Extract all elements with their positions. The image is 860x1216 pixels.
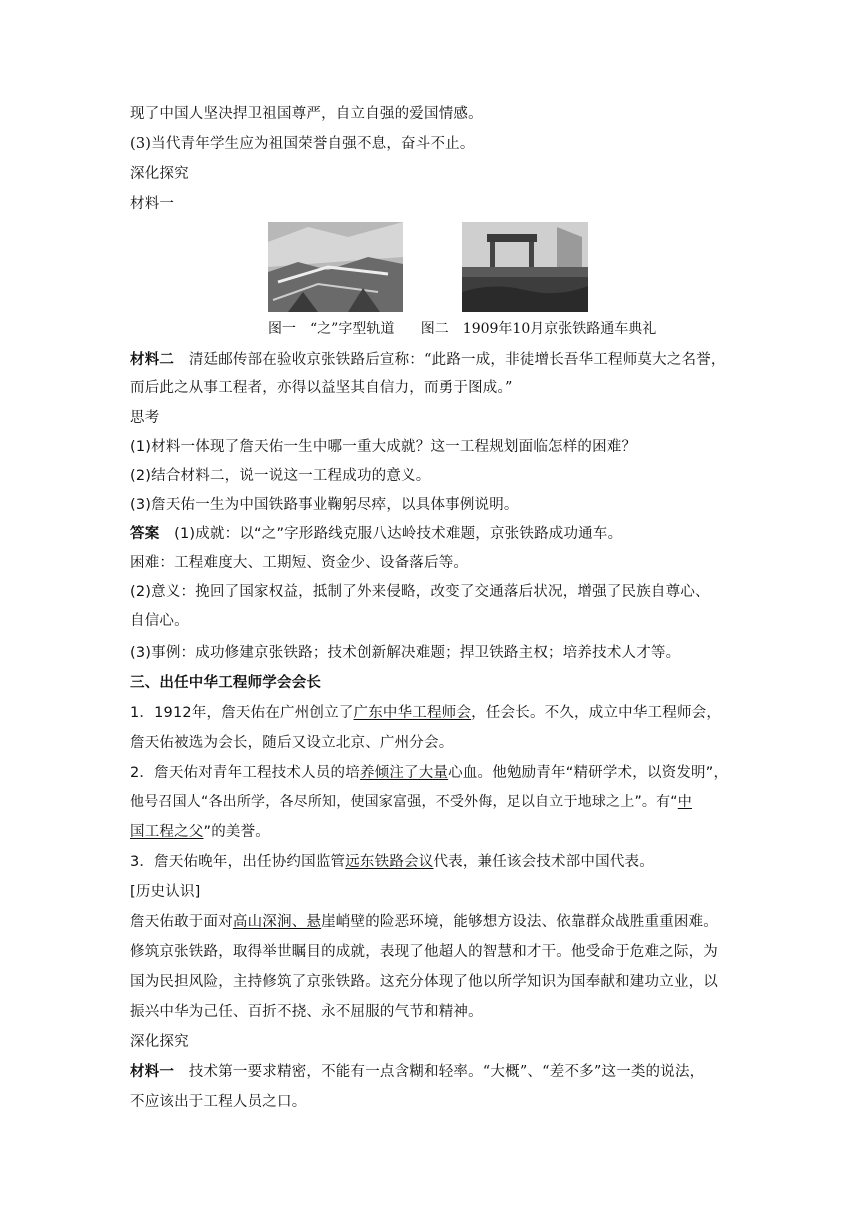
- section-heading: 深化探究: [130, 166, 189, 182]
- text-span: 3．詹天佑晚年，出任协约国监管: [130, 854, 346, 870]
- material1-text: 技术第一要求精密，不能有一点含糊和轻率。“大概”、“差不多”这一类的说法，: [188, 1064, 705, 1080]
- text-span: 崖峭壁的险恶环境，能够想方设法、依靠群众战胜重重困难。: [321, 914, 719, 930]
- underlined-term: 国工程之父: [130, 824, 204, 840]
- paragraph-line: [130, 763, 735, 783]
- material2-label: 材料二: [130, 352, 175, 368]
- question-2: (2)结合材料二，说一说这一工程成功的意义。: [130, 468, 431, 484]
- paragraph-line: 国为民担风险，主持修筑了京张铁路。这充分体现了他以所学知识为国奉献和建功立业，以: [130, 974, 718, 990]
- paragraph-line: [130, 703, 735, 723]
- text-line: 现了中国人坚决捍卫祖国尊严，自立自强的爱国情感。: [130, 106, 483, 122]
- answer-line: (3)事例：成功修建京张铁路；技术创新解决难题；捍卫铁路主权；培养技术人才等。: [130, 645, 681, 661]
- paragraph-line: [130, 792, 735, 812]
- opening-ceremony-photo: [462, 222, 588, 312]
- paragraph-line: 不应该出于工程人员之口。: [130, 1094, 307, 1110]
- text-span: 代表，兼任该会技术部中国代表。: [433, 854, 654, 870]
- answer-line: 自信心。: [130, 613, 189, 629]
- underlined-term: 高山深涧、悬: [232, 914, 322, 930]
- material2-text: 清廷邮传部在验收京张铁路后宣称：“此路一成，非徒增长吾华工程师莫大之名誉，: [188, 352, 726, 368]
- answer-line: (2)意义：挽回了国家权益，抵制了外来侵略，改变了交通落后状况，增强了民族自尊心、: [130, 584, 710, 600]
- section-heading: 深化探究: [130, 1034, 189, 1050]
- history-heading: [历史认识]: [130, 884, 201, 900]
- section-heading: 三、出任中华工程师学会会长: [130, 675, 322, 691]
- text-span: 1．1912年，詹天佑在广州创立了: [130, 705, 354, 721]
- underlined-term: 广东中华工程师会: [353, 705, 472, 721]
- answer-line: [130, 524, 735, 544]
- paragraph-line: [130, 822, 735, 842]
- question-1: (1)材料一体现了詹天佑一生中哪一重大成就？这一工程规划面临怎样的困难？: [130, 439, 637, 455]
- material-label: 材料一: [130, 196, 175, 212]
- figure-captions: [268, 318, 678, 338]
- text-line: (3)当代青年学生应为祖国荣誉自强不息，奋斗不止。: [130, 136, 475, 152]
- figure1-caption: 图一 “之”字型轨道: [268, 321, 395, 337]
- think-heading: 思考: [130, 410, 160, 426]
- ceremony-illustration: [462, 222, 588, 312]
- underlined-term: 中: [677, 794, 692, 810]
- figure2-caption: 图二 1909年10月京张铁路通车典礼: [420, 321, 657, 337]
- text-span: ”的美誉。: [203, 824, 271, 840]
- answer-text: (1)成就：以“之”字形路线克服八达岭技术难题，京张铁路成功通车。: [174, 526, 623, 542]
- paragraph-line: 詹天佑被选为会长，随后又设立北京、广州分会。: [130, 735, 454, 751]
- text-span: 2．詹天佑对青年工程技术人员的培: [130, 765, 360, 781]
- zigzag-track-illustration: [268, 222, 403, 312]
- material2-line: [130, 350, 735, 370]
- material1-label: 材料一: [130, 1064, 175, 1080]
- material1-line: [130, 1062, 735, 1082]
- paragraph-line: 修筑京张铁路，取得举世瞩目的成就，表现了他超人的智慧和才干。他受命于危难之际，为: [130, 944, 718, 960]
- underlined-term: 远东铁路会议: [345, 854, 434, 870]
- text-line: 而后此之从事工程者，亦得以益坚其自信力，而勇于图成。”: [130, 380, 513, 396]
- text-span: 他号召国人“各出所学，各尽所知，使国家富强，不受外侮，足以自立于地球之上”。有“: [130, 794, 678, 810]
- text-span: ，任会长。不久，成立中华工程师会，: [471, 705, 722, 721]
- paragraph-line: 振兴中华为己任、百折不挠、永不屈服的气节和精神。: [130, 1004, 483, 1020]
- text-span: 心血。他勉励青年“精研学术，以资发明”，: [448, 765, 729, 781]
- question-3: (3)詹天佑一生为中国铁路事业鞠躬尽瘁，以具体事例说明。: [130, 497, 519, 513]
- zigzag-track-photo: [268, 222, 403, 312]
- answer-line: 困难：工程难度大、工期短、资金少、设备落后等。: [130, 555, 469, 571]
- paragraph-line: [130, 912, 735, 932]
- text-span: 詹天佑敢于面对: [130, 914, 233, 930]
- answer-label: 答案: [130, 526, 160, 542]
- paragraph-line: [130, 852, 735, 872]
- underlined-term: 养倾注了大量: [359, 765, 449, 781]
